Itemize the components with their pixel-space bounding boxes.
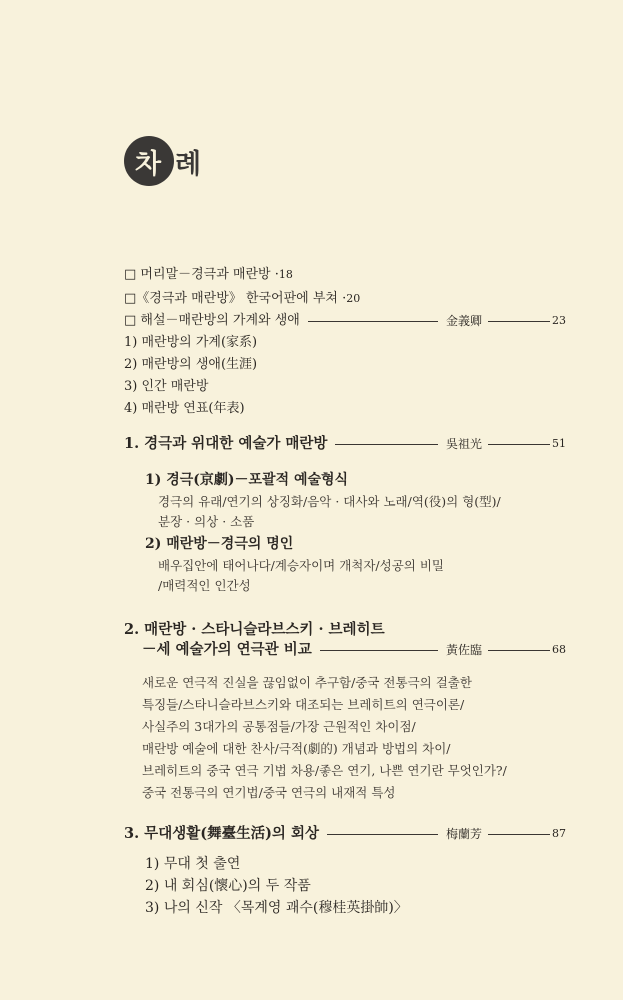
chapter-summary: 중국 전통극의 연기법/중국 연극의 내재적 특성 — [142, 785, 396, 800]
front-item-korean-edition[interactable]: □《경극과 매란방》 한국어판에 부쳐 · 20 — [124, 291, 361, 306]
leader-line — [320, 650, 438, 651]
chapter-summary: 매란방 예술에 대한 찬사/극적(劇的) 개념과 방법의 차이/ — [142, 741, 451, 756]
section-summary: 배우집안에 태어나다/계승자이며 개척자/성공의 비밀 — [158, 558, 444, 573]
leader-line — [327, 834, 438, 835]
page-number: 23 — [552, 314, 566, 327]
section-summary: 경극의 유래/연기의 상징화/음악 · 대사와 노래/역(役)의 형(型)/ — [158, 494, 501, 509]
front-sub-item[interactable]: 3) 인간 매란방 — [124, 379, 209, 394]
leader-line — [488, 834, 550, 835]
chapter-summary: 새로운 연극적 진실을 끊임없이 추구함/중국 전통극의 걸출한 — [142, 675, 472, 690]
front-sub-item[interactable]: 2) 매란방의 생애(生涯) — [124, 357, 258, 372]
section-heading[interactable]: 1) 경극(京劇)－포괄적 예술형식 — [145, 472, 349, 488]
chapter-2-subtitle[interactable]: －세 예술가의 연극관 비교 黃佐臨 68 — [142, 641, 566, 658]
author: 黃佐臨 — [445, 643, 482, 657]
chapter-1-heading[interactable]: 1. 경극과 위대한 예술가 매란방 吳祖光 51 — [124, 435, 566, 452]
page-number: 87 — [552, 827, 566, 840]
chapter-2-heading[interactable]: 2. 매란방 · 스타니슬라브스키 · 브레히트 — [124, 621, 385, 638]
page-number: 68 — [552, 643, 566, 656]
chapter-3-item[interactable]: 1) 무대 첫 출연 — [145, 856, 241, 872]
chapter-3-item[interactable]: 3) 나의 신작 〈목계영 괘수(穆桂英掛帥)〉 — [145, 900, 408, 916]
section-summary: /매력적인 인간성 — [158, 578, 251, 593]
page-number: 51 — [552, 437, 566, 450]
front-sub-item[interactable]: 1) 매란방의 가계(家系) — [124, 335, 258, 350]
chapter-summary: 사실주의 3대가의 공통점들/가장 근원적인 차이점/ — [142, 719, 416, 734]
section-heading[interactable]: 2) 매란방－경극의 명인 — [145, 536, 294, 552]
front-item-preface[interactable]: □ 머리말－경극과 매란방 · 18 — [124, 267, 293, 282]
chapter-3-item[interactable]: 2) 내 회심(懷心)의 두 작품 — [145, 878, 311, 894]
author: 梅蘭芳 — [445, 827, 482, 841]
leader-line — [308, 321, 438, 322]
leader-line — [488, 650, 550, 651]
leader-line — [335, 444, 438, 445]
section-summary: 분장 · 의상 · 소품 — [158, 514, 255, 529]
author: 吳祖光 — [445, 437, 482, 451]
page-number: 20 — [346, 292, 361, 305]
author: 金義卿 — [445, 314, 482, 328]
title-second-char: 례 — [175, 149, 202, 180]
front-item-commentary[interactable]: □ 해설－매란방의 가계와 생애 金義卿 23 — [124, 313, 566, 328]
page-number: 18 — [278, 268, 293, 281]
title-first-char: 차 — [135, 149, 162, 180]
chapter-3-heading[interactable]: 3. 무대생활(舞臺生活)의 회상 梅蘭芳 87 — [124, 825, 566, 842]
leader-line — [488, 444, 550, 445]
leader-line — [488, 321, 550, 322]
chapter-summary: 특징들/스타니슬라브스키와 대조되는 브레히트의 연극이론/ — [142, 697, 465, 712]
front-sub-item[interactable]: 4) 매란방 연표(年表) — [124, 401, 245, 416]
chapter-summary: 브레히트의 중국 연극 기법 차용/좋은 연기, 나쁜 연기란 무엇인가?/ — [142, 763, 507, 778]
